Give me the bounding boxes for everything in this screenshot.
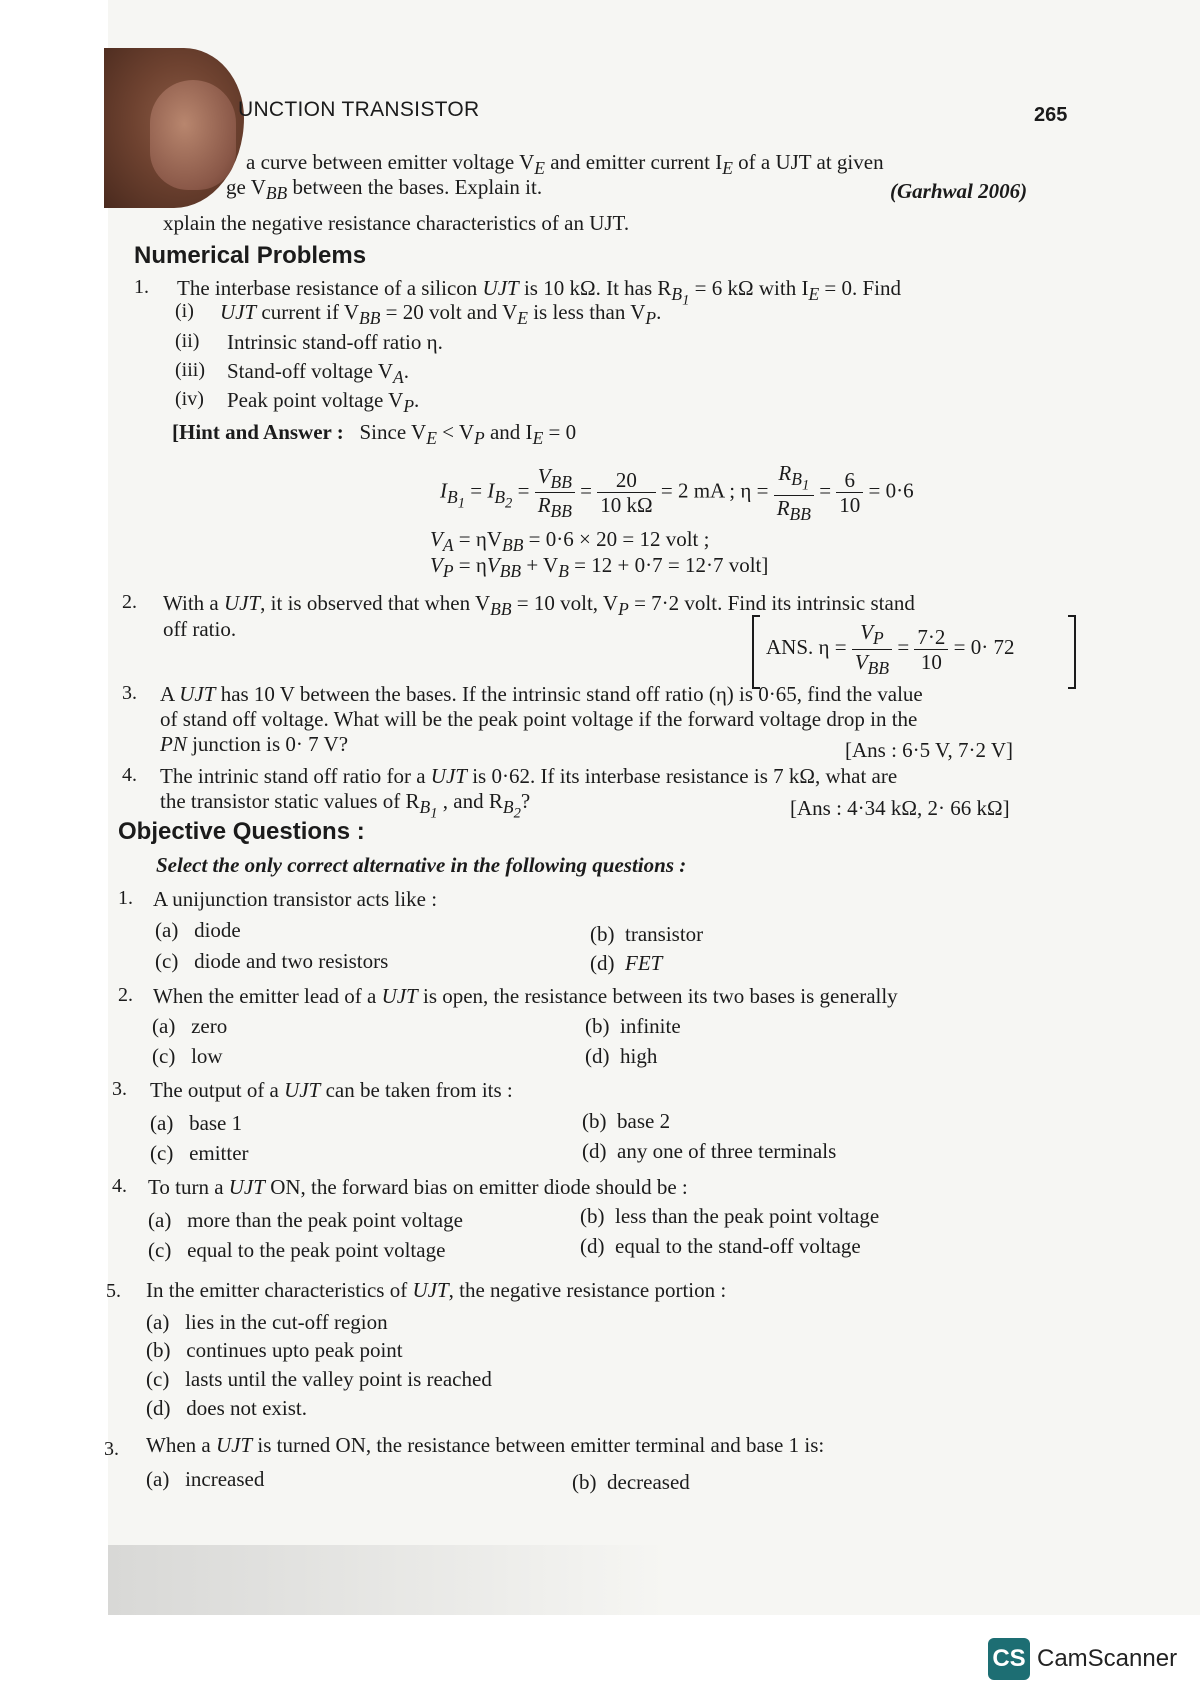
- oq6-text: When a UJT is turned ON, the resistance between emitter terminal and base 1 is:: [146, 1433, 825, 1457]
- oq4-option-b: (b) less than the peak point voltage: [580, 1204, 880, 1228]
- oq1-option-c: (c) diode and two resistors: [155, 949, 389, 973]
- oq5-option-b: (b) continues upto peak point: [146, 1338, 403, 1362]
- q4-text-line-2: the transistor static values of $R_{B_1}$ , and $R_{B_2}$?: [160, 789, 531, 822]
- oq2-number: 2.: [118, 984, 133, 1006]
- oq4-text: To turn a UJT ON, the forward bias on emitter diode should be :: [148, 1175, 688, 1199]
- oq3-option-c: (c) emitter: [150, 1141, 249, 1165]
- q1-part-i-text: UJT current if $V_{BB} = 20$ volt and $V_E$ is less than $V_P$.: [220, 300, 662, 329]
- oq2-option-d: (d) high: [585, 1044, 658, 1068]
- q2-number: 2.: [122, 591, 137, 613]
- oq1-number: 1.: [118, 887, 133, 909]
- q4-number: 4.: [122, 764, 137, 786]
- q1-hint: [Hint and Answer : Since $V_E < V_P$ and $I_E = 0$: [172, 420, 577, 449]
- q4-text: The intrinic stand off ratio for a UJT is 0·62. If its interbase resistance is 7 kΩ, what are: [160, 764, 898, 788]
- oq4-option-c: (c) equal to the peak point voltage: [148, 1238, 446, 1262]
- q3-text-line-3: PN junction is 0· 7 V?: [160, 732, 349, 756]
- intro-line-3: xplain the negative resistance characteristics of an UJT.: [163, 211, 630, 235]
- oq3-option-a: (a) base 1: [150, 1111, 243, 1135]
- objective-instruction: Select the only correct alternative in the following questions :: [156, 853, 687, 877]
- oq5-option-a: (a) lies in the cut-off region: [146, 1310, 388, 1334]
- q1-part-ii-text: Intrinsic stand-off ratio η.: [227, 330, 443, 354]
- intro-line-1: a curve between emitter voltage $V_E$ and emitter current $I_E$ of a UJT at given: [246, 150, 884, 179]
- q3-text: A UJT has 10 V between the bases. If the intrinsic stand off ratio (η) is 0·65, find the value: [160, 682, 923, 706]
- page-shadow: [108, 1545, 668, 1615]
- q3-text-line-2: of stand off voltage. What will be the peak point voltage if the forward voltage drop in the: [160, 707, 918, 731]
- oq5-option-c: (c) lasts until the valley point is reached: [146, 1367, 492, 1391]
- oq1-option-b: (b) transistor: [590, 922, 704, 946]
- camscanner-name: CamScanner: [1037, 1645, 1178, 1672]
- numerical-problems-heading: Numerical Problems: [134, 242, 367, 269]
- oq1-text: A unijunction transistor acts like :: [153, 887, 438, 911]
- q1-part-iv-text: Peak point voltage $V_P$.: [227, 388, 420, 417]
- oq3-number: 3.: [112, 1078, 127, 1100]
- camscanner-logo: CS: [988, 1638, 1030, 1680]
- oq2-option-a: (a) zero: [152, 1014, 228, 1038]
- q1-part-iii-label: (iii): [175, 359, 205, 381]
- q1-equation-2: $V_A = \eta V_{BB} = 0\cdot 6 \times 20 = 12$ volt ;: [430, 527, 710, 556]
- oq2-option-c: (c) low: [152, 1044, 223, 1068]
- oq4-option-a: (a) more than the peak point voltage: [148, 1208, 463, 1232]
- oq3-option-d: (d) any one of three terminals: [582, 1139, 837, 1163]
- oq5-number: 5.: [106, 1280, 121, 1302]
- q1-text: The interbase resistance of a silicon UJT is 10 kΩ. It has $R_{B_1} = 6$ kΩ with $I_E = 0$. Find: [177, 276, 902, 309]
- oq2-option-b: (b) infinite: [585, 1014, 681, 1038]
- oq3-option-b: (b) base 2: [582, 1109, 671, 1133]
- oq6-option-a: (a) increased: [146, 1467, 265, 1491]
- oq1-option-d: (d) FET: [590, 951, 663, 975]
- citation: (Garhwal 2006): [890, 179, 1028, 203]
- q1-equation-1: $I_{B_1} = I_{B_2}$ = $\frac{V_{BB}}{R_{BB}}$ = $\frac{20}{10 k\Omega}$ = 2 mA ; η = $\frac{R_{B_1}}{R_{BB}}$ = $\frac{6}{10}$ = 0·6: [440, 461, 914, 525]
- q4-answer: [Ans : 4·34 kΩ, 2· 66 kΩ]: [790, 796, 1010, 820]
- q2-text: With a UJT, it is observed that when $V_{BB} = 10$ volt, $V_P = 7\cdot 2$ volt. Find its intrinsic stand: [163, 591, 915, 620]
- q2-answer: ANS. η = $\frac{V_P}{V_{BB}}$ = $\frac{7\cdot 2}{10}$ = 0· 72: [766, 620, 1015, 678]
- oq5-text: In the emitter characteristics of UJT, the negative resistance portion :: [146, 1278, 727, 1302]
- q1-part-iii-text: Stand-off voltage $V_A$.: [227, 359, 409, 388]
- q3-answer: [Ans : 6·5 V, 7·2 V]: [845, 738, 1014, 762]
- q1-part-ii-label: (ii): [175, 330, 200, 352]
- intro-line-2: ge $V_{BB}$ between the bases. Explain it.: [226, 175, 543, 204]
- oq4-option-d: (d) equal to the stand-off voltage: [580, 1234, 861, 1258]
- fraction-20-10k: $\frac{20}{10 k\Omega}$: [597, 469, 655, 516]
- q2-text-line-2: off ratio.: [163, 617, 237, 641]
- oq2-text: When the emitter lead of a UJT is open, the resistance between its two bases is generally: [153, 984, 898, 1008]
- q1-part-iv-label: (iv): [175, 388, 204, 410]
- oq4-number: 4.: [112, 1175, 127, 1197]
- q1-part-i-label: (i): [175, 300, 194, 322]
- objective-questions-heading: Objective Questions :: [118, 818, 365, 845]
- fraction-6-10: $\frac{6}{10}$: [836, 469, 863, 516]
- oq1-option-a: (a) diode: [155, 918, 241, 942]
- fraction-rb1-rbb: $\frac{R_{B_1}}{R_{BB}}$: [774, 462, 814, 524]
- fraction-vbb-rbb: $\frac{V_{BB}}{R_{BB}}$: [535, 465, 575, 521]
- q1-equation-3: $V_P = \eta V_{BB} + V_B = 12 + 0\cdot 7 = 12\cdot 7$ volt]: [430, 553, 769, 582]
- q3-number: 3.: [122, 682, 137, 704]
- oq6-number: 3.: [104, 1438, 119, 1460]
- oq6-option-b: (b) decreased: [572, 1470, 690, 1494]
- q1-number: 1.: [134, 276, 149, 298]
- oq3-text: The output of a UJT can be taken from its :: [150, 1078, 513, 1102]
- running-head: UNCTION TRANSISTOR: [238, 98, 480, 121]
- page-number: 265: [1034, 104, 1068, 126]
- fingernail-image: [150, 80, 236, 190]
- oq5-option-d: (d) does not exist.: [146, 1396, 307, 1420]
